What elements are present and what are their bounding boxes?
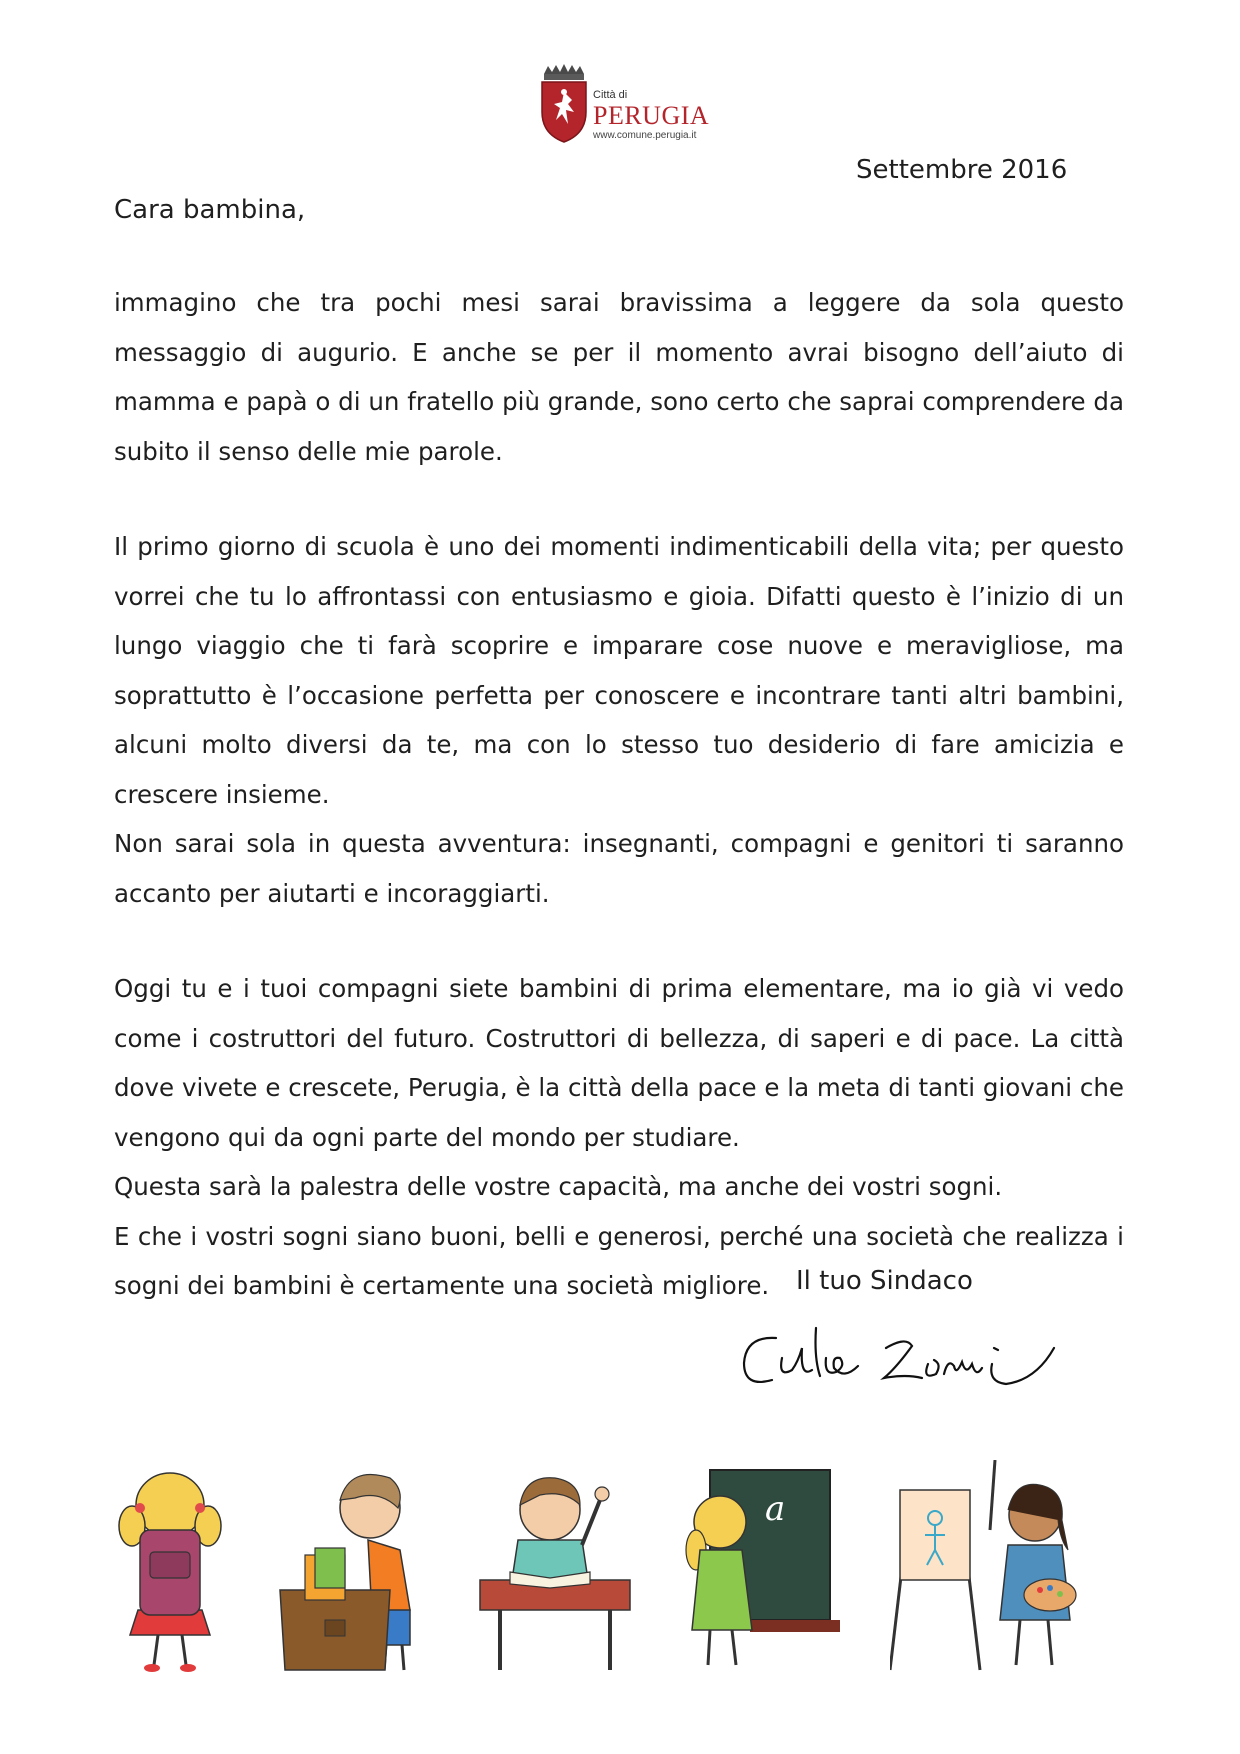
paragraph-2: Il primo giorno di scuola è uno dei momenti indimenticabili della vita; per questo vorrei che tu lo affrontassi con entusiasmo e gioia. Difatti questo è l’inizio di un lungo viaggio che ti farà scoprire e imparare cose nuove e meravigliose, ma soprattutto è l’occasione perfetta per conoscere e incontrare tanti altri bambini, alcuni molto diversi da te, ma con lo stesso tuo desiderio di fare amicizia e crescere insieme. xyxy=(114,532,1124,809)
logo-city-name: PERUGIA xyxy=(593,101,710,130)
boy-packing-bag-icon xyxy=(260,1460,440,1680)
paragraph-5: Questa sarà la palestra delle vostre capacità, ma anche dei vostri sogni. xyxy=(114,1172,1003,1201)
signature-icon xyxy=(736,1318,1066,1398)
paragraph-4: Oggi tu e i tuoi compagni siete bambini di prima elementare, ma io già vi vedo come i costruttori del futuro. Costruttori di bellezza, di saperi e di pace. La città dove vivete e crescete, Perugia, è la città della pace e la meta di tanti giovani che vengono qui da ogni parte del mondo per studiare. xyxy=(114,974,1124,1152)
mayor-signature xyxy=(736,1318,1066,1403)
perugia-crest-icon xyxy=(538,64,590,144)
paragraph-3: Non sarai sola in questa avventura: insegnanti, compagni e genitori ti saranno accanto per aiutarti e incoraggiarti. xyxy=(114,829,1124,908)
paragraph-1: immagino che tra pochi mesi sarai bravissima a leggere da sola questo messaggio di augurio. E anche se per il momento avrai bisogno dell’aiuto di mamma e papà o di un fratello più grande, sono certo che saprai comprendere da subito il senso delle mie parole. xyxy=(114,288,1124,466)
logo-website: www.comune.perugia.it xyxy=(593,130,697,141)
letter-closing: Il tuo Sindaco xyxy=(796,1266,973,1296)
letter-body xyxy=(114,278,1124,1311)
letter-date: Settembre 2016 xyxy=(856,155,1068,185)
logo-city-label: Città di xyxy=(593,89,628,101)
paragraph-6: E che i vostri sogni siano buoni, belli e generosi, perché una società che realizza i sogni dei bambini è certamente una società migliore. xyxy=(114,1221,1124,1300)
city-logo xyxy=(538,64,713,144)
girl-at-chalkboard-icon xyxy=(670,1460,840,1680)
letter-greeting: Cara bambina, xyxy=(114,195,306,225)
boy-reading-at-desk-icon xyxy=(470,1460,640,1680)
children-illustration xyxy=(110,1460,1140,1680)
girl-with-backpack-icon xyxy=(110,1460,230,1680)
chalkboard-letter: a xyxy=(765,1489,786,1529)
girl-painting-icon xyxy=(890,1460,1090,1680)
